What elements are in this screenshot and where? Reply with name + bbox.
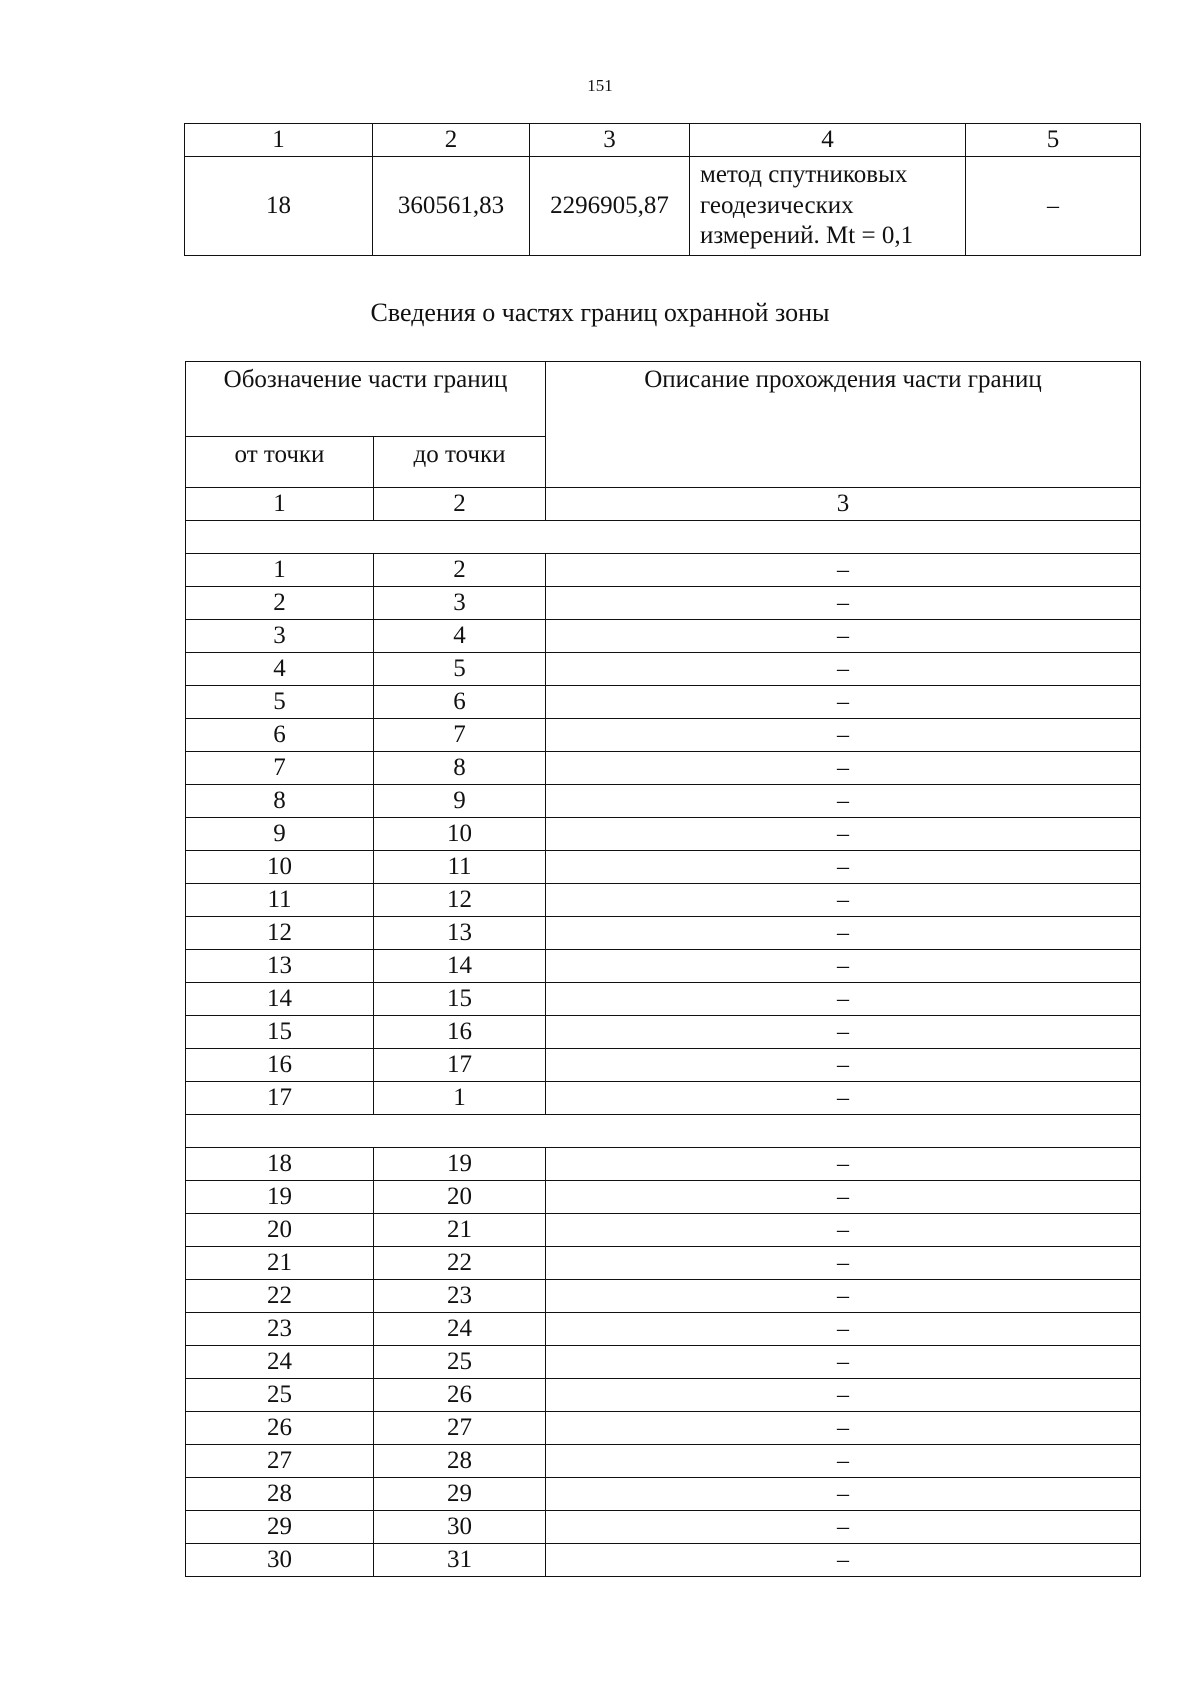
table-row xyxy=(186,620,1141,653)
from-point-cell: 29 xyxy=(186,1511,374,1544)
group-label xyxy=(186,1115,1141,1148)
description-cell: – xyxy=(546,1148,1141,1181)
to-point-cell: 1 xyxy=(374,1082,546,1115)
to-point-header: до точки xyxy=(374,437,546,488)
table-row xyxy=(186,1544,1141,1577)
table-row xyxy=(186,587,1141,620)
group-separator-row xyxy=(186,1115,1141,1148)
to-point-cell: 23 xyxy=(374,1280,546,1313)
table-row xyxy=(186,1181,1141,1214)
from-point-cell: 30 xyxy=(186,1544,374,1577)
to-point-cell: 29 xyxy=(374,1478,546,1511)
table-row xyxy=(185,157,1141,256)
to-point-cell: 17 xyxy=(374,1049,546,1082)
boundary-parts-table xyxy=(185,361,1141,1577)
column-number: 4 xyxy=(690,124,966,157)
description-cell: – xyxy=(546,1280,1141,1313)
from-point-cell: 13 xyxy=(186,950,374,983)
from-point-cell: 22 xyxy=(186,1280,374,1313)
to-point-cell: 2 xyxy=(374,554,546,587)
from-point-cell: 12 xyxy=(186,917,374,950)
description-cell: – xyxy=(546,818,1141,851)
to-point-cell: 16 xyxy=(374,1016,546,1049)
table-row xyxy=(186,1247,1141,1280)
coordinate-x: 360561,83 xyxy=(373,157,530,256)
table-header-row xyxy=(186,362,1141,437)
from-point-cell: 1 xyxy=(186,554,374,587)
column-number: 2 xyxy=(373,124,530,157)
table-row xyxy=(186,1445,1141,1478)
from-point-cell: 15 xyxy=(186,1016,374,1049)
to-point-cell: 3 xyxy=(374,587,546,620)
description-cell: – xyxy=(546,719,1141,752)
table-row xyxy=(186,818,1141,851)
table-row xyxy=(186,1214,1141,1247)
table-row xyxy=(186,719,1141,752)
table-row xyxy=(186,884,1141,917)
to-point-cell: 31 xyxy=(374,1544,546,1577)
group-separator-row xyxy=(186,521,1141,554)
to-point-cell: 28 xyxy=(374,1445,546,1478)
to-point-cell: 11 xyxy=(374,851,546,884)
to-point-cell: 22 xyxy=(374,1247,546,1280)
table-row xyxy=(186,950,1141,983)
from-point-cell: 5 xyxy=(186,686,374,719)
designation-header: Обозначение части границ xyxy=(186,362,546,437)
from-point-cell: 21 xyxy=(186,1247,374,1280)
table-row xyxy=(186,1082,1141,1115)
description-cell: – xyxy=(546,1379,1141,1412)
column-number: 3 xyxy=(546,488,1141,521)
to-point-cell: 27 xyxy=(374,1412,546,1445)
section-title: Сведения о частях границ охранной зоны xyxy=(370,298,830,327)
description-cell: – xyxy=(546,851,1141,884)
column-number: 1 xyxy=(185,124,373,157)
from-point-cell: 16 xyxy=(186,1049,374,1082)
description-cell: – xyxy=(546,1016,1141,1049)
description-cell: – xyxy=(546,587,1141,620)
description-cell: – xyxy=(546,1511,1141,1544)
to-point-cell: 15 xyxy=(374,983,546,1016)
table-row xyxy=(186,1346,1141,1379)
to-point-cell: 7 xyxy=(374,719,546,752)
from-point-cell: 10 xyxy=(186,851,374,884)
description-cell: – xyxy=(546,1544,1141,1577)
description-cell: – xyxy=(546,653,1141,686)
description-cell: – xyxy=(546,1247,1141,1280)
from-point-cell: 27 xyxy=(186,1445,374,1478)
to-point-cell: 20 xyxy=(374,1181,546,1214)
description-cell: – xyxy=(546,884,1141,917)
description-cell: – xyxy=(546,1346,1141,1379)
to-point-cell: 26 xyxy=(374,1379,546,1412)
from-point-cell: 6 xyxy=(186,719,374,752)
table-row xyxy=(186,1148,1141,1181)
from-point-cell: 25 xyxy=(186,1379,374,1412)
table-row xyxy=(186,1049,1141,1082)
description-cell: – xyxy=(546,620,1141,653)
from-point-cell: 3 xyxy=(186,620,374,653)
from-point-cell: 7 xyxy=(186,752,374,785)
from-point-cell: 8 xyxy=(186,785,374,818)
description-cell: – xyxy=(546,1445,1141,1478)
description-cell: – xyxy=(546,1478,1141,1511)
group-label xyxy=(186,521,1141,554)
from-point-cell: 26 xyxy=(186,1412,374,1445)
description-cell: – xyxy=(546,950,1141,983)
to-point-cell: 13 xyxy=(374,917,546,950)
table-row xyxy=(186,851,1141,884)
column-number: 5 xyxy=(966,124,1141,157)
method-line: геодезических xyxy=(700,191,854,219)
to-point-cell: 9 xyxy=(374,785,546,818)
to-point-cell: 21 xyxy=(374,1214,546,1247)
table-row xyxy=(186,917,1141,950)
method-line: измерений. Mt = 0,1 xyxy=(700,222,914,250)
table-row xyxy=(186,785,1141,818)
from-point-cell: 28 xyxy=(186,1478,374,1511)
from-point-cell: 23 xyxy=(186,1313,374,1346)
from-point-cell: 20 xyxy=(186,1214,374,1247)
method-line: метод спутниковых xyxy=(700,161,908,189)
from-point-cell: 24 xyxy=(186,1346,374,1379)
table-row xyxy=(186,653,1141,686)
table-row xyxy=(186,1478,1141,1511)
table-row xyxy=(186,1379,1141,1412)
description-cell: – xyxy=(546,1049,1141,1082)
column-number: 1 xyxy=(186,488,374,521)
point-number: 18 xyxy=(185,157,373,256)
description-cell: – xyxy=(546,917,1141,950)
table-row xyxy=(186,1313,1141,1346)
coordinate-y: 2296905,87 xyxy=(530,157,690,256)
description-cell: – xyxy=(546,752,1141,785)
to-point-cell: 4 xyxy=(374,620,546,653)
column-number: 2 xyxy=(374,488,546,521)
table-row xyxy=(186,554,1141,587)
method-description xyxy=(690,157,966,256)
description-cell: – xyxy=(546,686,1141,719)
from-point-cell: 11 xyxy=(186,884,374,917)
to-point-cell: 19 xyxy=(374,1148,546,1181)
column-number: 3 xyxy=(530,124,690,157)
table-row xyxy=(186,1280,1141,1313)
from-point-header: от точки xyxy=(186,437,374,488)
from-point-cell: 19 xyxy=(186,1181,374,1214)
from-point-cell: 14 xyxy=(186,983,374,1016)
table-row xyxy=(186,1511,1141,1544)
from-point-cell: 9 xyxy=(186,818,374,851)
to-point-cell: 6 xyxy=(374,686,546,719)
description-cell: – xyxy=(546,554,1141,587)
coordinates-table xyxy=(184,123,1141,256)
description-cell: – xyxy=(546,785,1141,818)
description-cell: – xyxy=(546,1082,1141,1115)
from-point-cell: 2 xyxy=(186,587,374,620)
table-row xyxy=(186,1016,1141,1049)
table-row xyxy=(186,752,1141,785)
to-point-cell: 24 xyxy=(374,1313,546,1346)
description-cell: – xyxy=(546,1214,1141,1247)
to-point-cell: 5 xyxy=(374,653,546,686)
to-point-cell: 8 xyxy=(374,752,546,785)
description-cell: – xyxy=(546,1313,1141,1346)
page-number: 151 xyxy=(587,76,613,95)
description-cell: – xyxy=(546,983,1141,1016)
description-header: Описание прохождения части границ xyxy=(546,362,1141,488)
to-point-cell: 25 xyxy=(374,1346,546,1379)
to-point-cell: 10 xyxy=(374,818,546,851)
to-point-cell: 14 xyxy=(374,950,546,983)
from-point-cell: 4 xyxy=(186,653,374,686)
table-row xyxy=(186,686,1141,719)
table-row xyxy=(186,1412,1141,1445)
table-column-numbers-row xyxy=(186,488,1141,521)
to-point-cell: 30 xyxy=(374,1511,546,1544)
table-column-numbers-row xyxy=(185,124,1141,157)
description-cell: – xyxy=(546,1412,1141,1445)
description-cell: – xyxy=(546,1181,1141,1214)
from-point-cell: 17 xyxy=(186,1082,374,1115)
table-row xyxy=(186,983,1141,1016)
note-cell: – xyxy=(966,157,1141,256)
to-point-cell: 12 xyxy=(374,884,546,917)
from-point-cell: 18 xyxy=(186,1148,374,1181)
